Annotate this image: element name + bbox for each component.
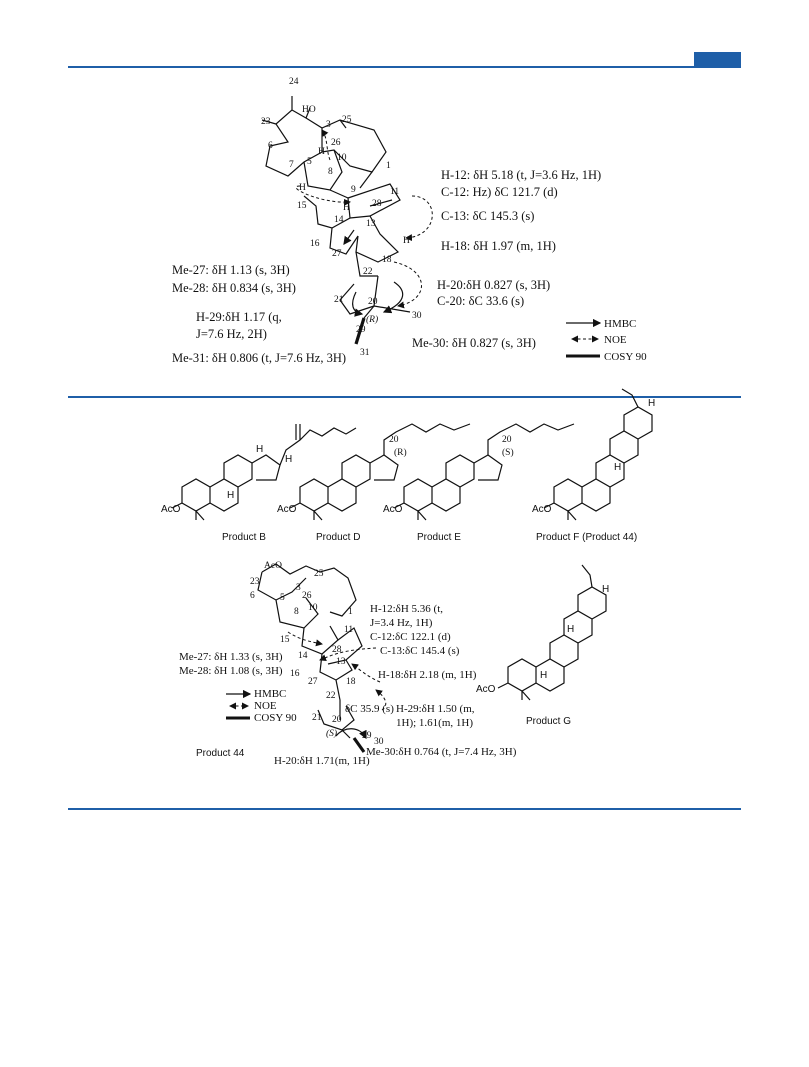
product-b-h: H bbox=[256, 444, 264, 455]
figure1-legend bbox=[566, 318, 647, 363]
p44-atom-18: 18 bbox=[346, 677, 356, 687]
figure1-annotations bbox=[172, 168, 601, 365]
figure1-atom-labels bbox=[261, 77, 422, 358]
p44-atom-1: 1 bbox=[348, 607, 353, 617]
p44-stereo-s: (S) bbox=[326, 729, 338, 739]
p44-atom-14: 14 bbox=[298, 651, 308, 661]
atom-21: 21 bbox=[334, 295, 344, 305]
atom-25: 25 bbox=[342, 115, 352, 125]
annotation-c20: C-20: δC 33.6 (s) bbox=[437, 294, 525, 308]
hydrogen-5: H bbox=[318, 147, 325, 157]
p44-annotation-h18: H-18:δH 2.18 (m, 1H) bbox=[378, 669, 477, 681]
p44-legend-noe: NOE bbox=[254, 700, 277, 712]
annotation-h20: H-20:δH 0.827 (s, 3H) bbox=[437, 278, 551, 292]
atom-26: 26 bbox=[331, 138, 341, 148]
p44-atom-25: 25 bbox=[314, 569, 324, 579]
product-g-h3: H bbox=[540, 670, 548, 681]
product-g-structure bbox=[476, 565, 609, 700]
atom-3: 3 bbox=[326, 120, 331, 130]
annotation-me31: Me-31: δH 0.806 (t, J=7.6 Hz, 3H) bbox=[172, 351, 347, 365]
p44-annotation-c20: δC 35.9 (s) bbox=[345, 703, 394, 715]
annotation-h12: H-12: δH 5.18 (t, J=3.6 Hz, 1H) bbox=[441, 168, 602, 182]
atom-18: 18 bbox=[382, 255, 392, 265]
atom-31: 31 bbox=[360, 348, 370, 358]
product-d-r: (R) bbox=[394, 448, 407, 458]
p44-atom-29: 29 bbox=[362, 731, 372, 741]
atom-7: 7 bbox=[289, 160, 294, 170]
p44-atom-5: 5 bbox=[280, 593, 285, 603]
annotation-c13: C-13: δC 145.3 (s) bbox=[441, 209, 535, 223]
hydrogen-7: H bbox=[299, 183, 306, 193]
stereo-r: (R) bbox=[366, 315, 379, 325]
atom-11: 11 bbox=[390, 187, 400, 197]
atom-30: 30 bbox=[412, 311, 422, 321]
p44-annotation-h12-line1: H-12:δH 5.36 (t, bbox=[370, 603, 444, 615]
p44-aco: AcO bbox=[264, 561, 282, 571]
atom-20: 20 bbox=[368, 297, 378, 307]
p44-annotation-h29-line1: H-29:δH 1.50 (m, bbox=[396, 703, 475, 715]
p44-atom-15: 15 bbox=[280, 635, 290, 645]
legend-cosy: COSY 90 bbox=[604, 351, 647, 363]
annotation-me27: Me-27: δH 1.13 (s, 3H) bbox=[172, 263, 290, 277]
product-44-label: Product 44 bbox=[196, 748, 245, 759]
product-e-20: 20 bbox=[502, 435, 512, 445]
atom-8: 8 bbox=[328, 167, 333, 177]
atom-1: 1 bbox=[386, 161, 391, 171]
atom-16: 16 bbox=[310, 239, 320, 249]
atom-22: 22 bbox=[363, 267, 373, 277]
product-b-aco: AcO bbox=[161, 504, 181, 515]
hydrogen-18: H bbox=[403, 236, 410, 246]
atom-10: 10 bbox=[337, 153, 347, 163]
annotation-me30: Me-30: δH 0.827 (s, 3H) bbox=[412, 336, 536, 350]
product-f-structure bbox=[532, 389, 655, 520]
p44-annotation-me27: Me-27: δH 1.33 (s, 3H) bbox=[179, 651, 283, 663]
p44-legend-cosy: COSY 90 bbox=[254, 712, 297, 724]
p44-atom-6: 6 bbox=[250, 591, 255, 601]
product-e-aco: AcO bbox=[383, 504, 403, 515]
product-g-h: H bbox=[602, 584, 610, 595]
atom-28: 28 bbox=[372, 199, 382, 209]
product-d-structure bbox=[277, 424, 470, 520]
p44-atom-30: 30 bbox=[374, 737, 384, 747]
p44-annotation-me30: Me-30:δH 0.764 (t, J=7.4 Hz, 3H) bbox=[366, 746, 517, 758]
product-f-h2: H bbox=[614, 462, 622, 473]
p44-atom-26: 26 bbox=[302, 591, 312, 601]
p44-annotation-c13: C-13:δC 145.4 (s) bbox=[380, 645, 460, 657]
atom-6: 6 bbox=[268, 141, 273, 151]
product-e-label: Product E bbox=[417, 532, 461, 543]
p44-annotation-me28: Me-28: δH 1.08 (s, 3H) bbox=[179, 665, 283, 677]
annotation-h29-line1: H-29:δH 1.17 (q, bbox=[196, 310, 282, 324]
hydrogen-9: H bbox=[343, 203, 350, 213]
annotation-c12: C-12: Hz) δC 121.7 (d) bbox=[441, 185, 558, 199]
legend-hmbc: HMBC bbox=[604, 318, 637, 330]
product-e-s: (S) bbox=[502, 448, 514, 458]
atom-24: 24 bbox=[289, 77, 299, 87]
p44-annotation-c12: C-12:δC 122.1 (d) bbox=[370, 631, 451, 643]
hydroxyl-label: HO bbox=[302, 105, 316, 115]
atom-29: 29 bbox=[356, 325, 366, 335]
p44-annotation-h12-line2: J=3.4 Hz, 1H) bbox=[370, 617, 433, 629]
atom-27: 27 bbox=[332, 249, 342, 259]
annotation-me28: Me-28: δH 0.834 (s, 3H) bbox=[172, 281, 296, 295]
product-d-aco: AcO bbox=[277, 504, 297, 515]
p44-atom-23: 23 bbox=[250, 577, 260, 587]
p44-atom-21: 21 bbox=[312, 713, 322, 723]
product-b-structure bbox=[161, 424, 356, 520]
product-b-label: Product B bbox=[222, 532, 266, 543]
product-g-aco: AcO bbox=[476, 684, 496, 695]
p44-atom-20: 20 bbox=[332, 715, 342, 725]
p44-atom-10: 10 bbox=[308, 603, 318, 613]
figure1-structure bbox=[262, 96, 432, 344]
atom-15: 15 bbox=[297, 201, 307, 211]
annotation-h18: H-18: δH 1.97 (m, 1H) bbox=[441, 239, 556, 253]
p44-atom-3: 3 bbox=[296, 583, 301, 593]
atom-14: 14 bbox=[334, 215, 344, 225]
p44-legend-hmbc: HMBC bbox=[254, 688, 287, 700]
atom-9: 9 bbox=[351, 185, 356, 195]
product-labels-row1 bbox=[222, 532, 637, 543]
product-f-aco: AcO bbox=[532, 504, 552, 515]
p44-atom-8: 8 bbox=[294, 607, 299, 617]
product-g-h2: H bbox=[567, 624, 575, 635]
annotation-h29-line2: J=7.6 Hz, 2H) bbox=[196, 327, 267, 341]
product-b-h2: H bbox=[227, 490, 235, 501]
p44-atom-11: 11 bbox=[344, 625, 354, 635]
product-d-20: 20 bbox=[389, 435, 399, 445]
p44-atom-27: 27 bbox=[308, 677, 318, 687]
p44-atom-13: 13 bbox=[336, 657, 346, 667]
legend-noe: NOE bbox=[604, 334, 627, 346]
p44-atom-22: 22 bbox=[326, 691, 336, 701]
atom-23: 23 bbox=[261, 117, 271, 127]
p44-annotation-h29-line2: 1H); 1.61(m, 1H) bbox=[396, 717, 473, 729]
p44-atom-16: 16 bbox=[290, 669, 300, 679]
atom-13: 13 bbox=[366, 219, 376, 229]
product-44-legend bbox=[226, 688, 297, 724]
atom-5: 5 bbox=[307, 157, 312, 167]
product-b-h3: H bbox=[285, 454, 293, 465]
product-f-label: Product F (Product 44) bbox=[536, 532, 638, 543]
p44-atom-28: 28 bbox=[332, 645, 342, 655]
p44-annotation-h20: H-20:δH 1.71(m, 1H) bbox=[274, 755, 370, 767]
product-f-h: H bbox=[648, 398, 656, 409]
product-d-label: Product D bbox=[316, 532, 361, 543]
product-g-label: Product G bbox=[526, 716, 572, 727]
